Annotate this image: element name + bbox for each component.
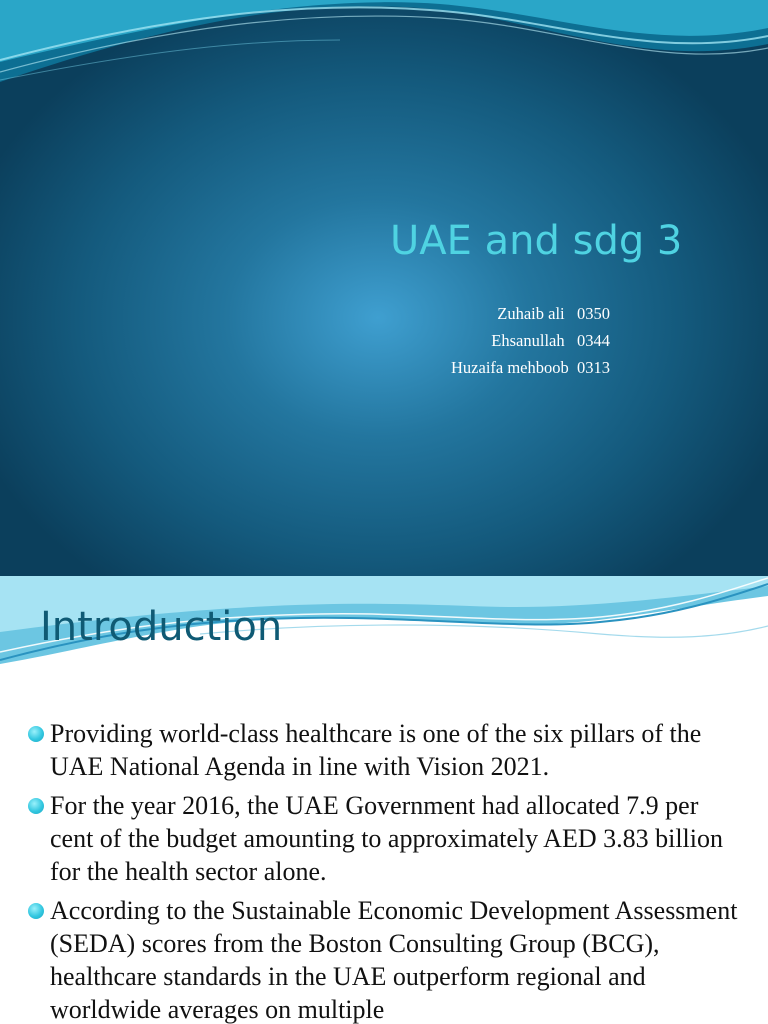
author-list bbox=[451, 300, 610, 381]
slide-heading: Introduction bbox=[40, 604, 283, 650]
introduction-slide bbox=[0, 576, 768, 1024]
slide-title: UAE and sdg 3 bbox=[390, 218, 683, 264]
bullet-list bbox=[28, 717, 748, 1024]
bullet-item bbox=[28, 717, 748, 783]
bullet-item bbox=[28, 789, 748, 888]
bullet-dot-icon bbox=[28, 726, 44, 742]
bullet-text: For the year 2016, the UAE Government had allocated 7.9 per cent of the budget amounting to approximately AED 3.83 billion for the health sector alone. bbox=[50, 791, 723, 886]
author-line: Huzaifa mehboob 0313 bbox=[451, 358, 610, 377]
header-wave-decoration bbox=[0, 0, 768, 120]
bullet-dot-icon bbox=[28, 903, 44, 919]
bullet-dot-icon bbox=[28, 798, 44, 814]
author-line: Ehsanullah 0344 bbox=[491, 331, 610, 350]
bullet-text: According to the Sustainable Economic Development Assessment (SEDA) scores from the Boston Consulting Group (BCG), healthcare standards in the UAE outperform regional and worldwide averages on multiple bbox=[50, 896, 738, 1024]
author-line: Zuhaib ali 0350 bbox=[497, 304, 610, 323]
bullet-text: Providing world-class healthcare is one of the six pillars of the UAE National Agenda in line with Vision 2021. bbox=[50, 719, 702, 781]
bullet-item bbox=[28, 894, 748, 1024]
